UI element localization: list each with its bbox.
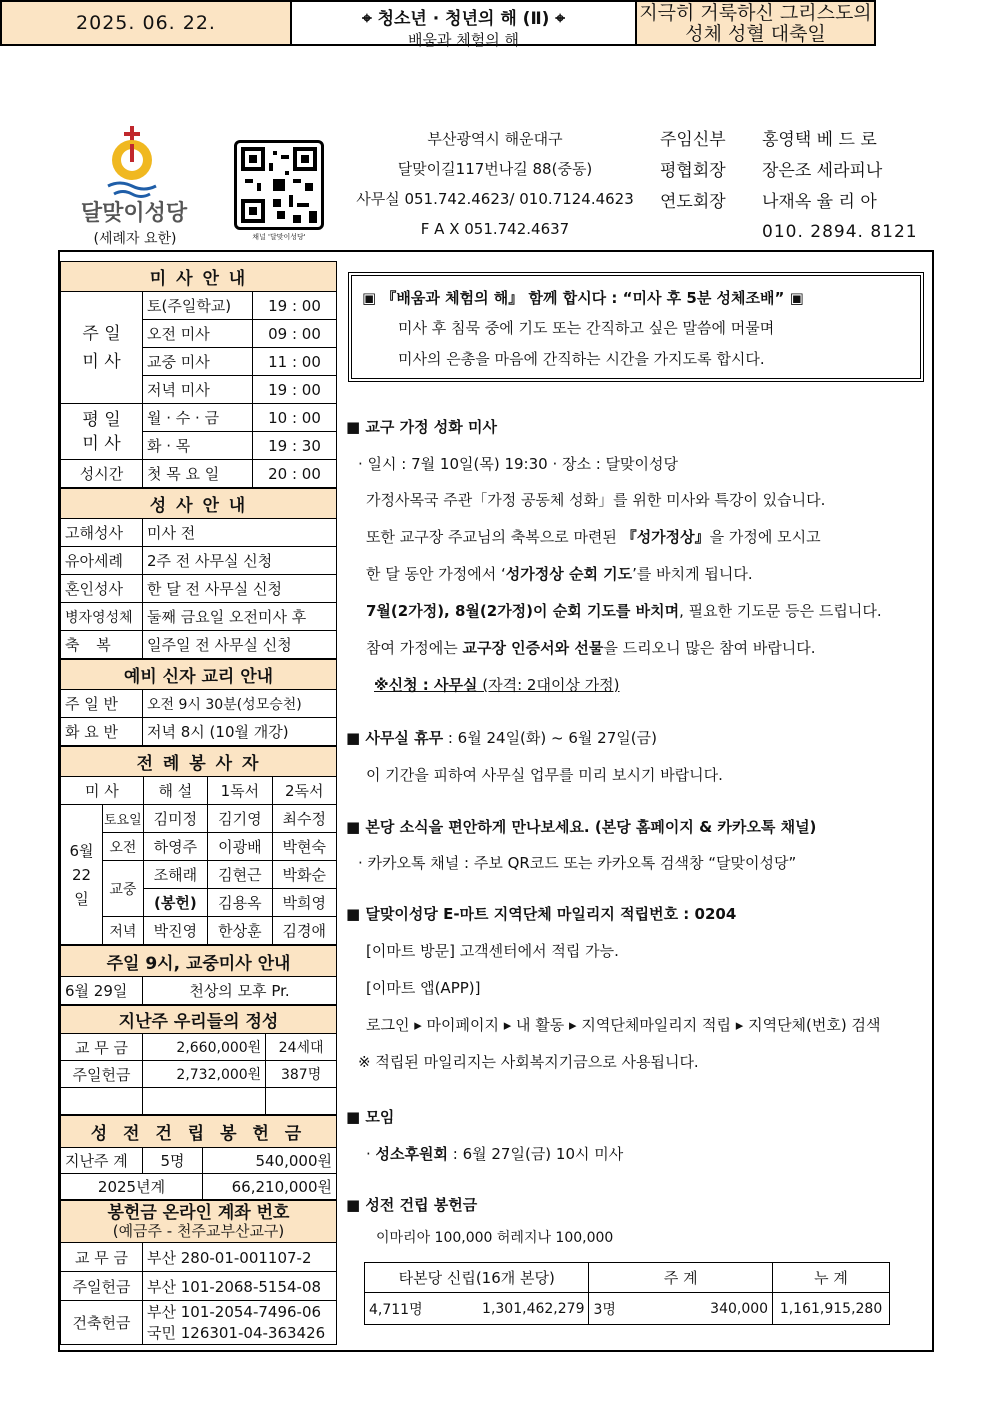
building-year-label: 2025년계 xyxy=(61,1174,203,1200)
minister-reader1: 김용옥 xyxy=(208,889,272,917)
sacraments-title: 성 사 안 내 xyxy=(61,489,337,519)
news-family-title-row xyxy=(346,416,497,437)
mass-name: 저녁 미사 xyxy=(143,376,253,404)
ministers-header: 해 설 xyxy=(143,777,207,805)
news-emart-title: 달맞이성당 E-마트 지역단체 마일리지 적립번호 : 0204 xyxy=(365,905,737,923)
staff-row xyxy=(660,153,930,184)
accounts-title: 봉헌금 온라인 계좌 번호 xyxy=(107,1202,290,1223)
sacrament-value: 2주 전 사무실 신청 xyxy=(143,547,337,575)
building-last-label: 지난주 계 xyxy=(61,1148,143,1174)
text-span: 성가정상 순회 기도 xyxy=(505,565,633,583)
staff-phone: 010. 2894. 8121 xyxy=(762,222,918,242)
totals-value: 3명 xyxy=(589,1293,647,1325)
family-when: · 일시 : 7월 10일(목) 19:30 · 장소 : 달맞이성당 xyxy=(358,455,678,473)
totals-value: 1,301,462,279 xyxy=(445,1293,589,1325)
text-span: : 6월 27일(금) 10시 미사 xyxy=(448,1145,624,1163)
ministers-header: 미 사 xyxy=(61,777,144,805)
text-span: 을 가정에 모시고 xyxy=(709,528,821,546)
text-span: 성소후원회 xyxy=(375,1145,448,1163)
minister-commentator: 김미정 xyxy=(143,805,207,833)
text-span: 을 드리오니 많은 참여 바랍니다. xyxy=(603,639,816,657)
mass-time: 19 : 00 xyxy=(253,376,337,404)
mass-name: 교중 미사 xyxy=(143,348,253,376)
theme-title: ⌖ 청소년 · 청년의 해 (Ⅱ) ⌖ xyxy=(362,9,565,29)
totals-header: 타본당 신립(16개 본당) xyxy=(365,1263,589,1293)
text-span: ※신청 : 사무실 xyxy=(374,676,478,694)
minister-commentator: 조해래 xyxy=(143,861,207,889)
news-online-title-row xyxy=(346,816,816,837)
building-title: 성 전 건 립 봉 헌 금 xyxy=(61,1116,337,1148)
holy-hour-label: 성시간 xyxy=(61,460,143,488)
news-office-title-row xyxy=(346,727,657,748)
staff-row xyxy=(660,122,930,153)
catechism-title: 예비 신자 교리 안내 xyxy=(61,660,337,690)
parish-patron: (세례자 요한) xyxy=(93,231,177,247)
mass-time: 11 : 00 xyxy=(253,348,337,376)
news-meet-title: 모임 xyxy=(365,1108,395,1126)
totals-value: 1,161,915,280 xyxy=(773,1293,890,1325)
offering-amount: 2,660,000원 xyxy=(143,1034,266,1061)
square-bullet-icon: ■ xyxy=(346,729,366,747)
sacrament-name: 유아세례 xyxy=(61,547,143,575)
account-number[interactable]: 부산 101-2054-7496-06 xyxy=(147,1302,322,1321)
minister-commentator: 하영주 xyxy=(143,833,207,861)
catechism-table xyxy=(60,659,337,746)
staff-role: 평협회장 xyxy=(660,161,726,181)
sacrament-value: 한 달 전 사무실 신청 xyxy=(143,575,337,603)
notice-line2: 미사의 은총을 마음에 간직하는 시간을 가지도록 합시다. xyxy=(398,350,765,368)
totals-header: 주 계 xyxy=(589,1263,773,1293)
offerings-table xyxy=(60,1005,337,1115)
header-feast-cell xyxy=(637,2,874,44)
offering-name xyxy=(61,1088,143,1115)
building-accounts xyxy=(143,1301,337,1345)
weekday-mass-label: 평 일 미 사 xyxy=(61,404,143,460)
news-online-title: 본당 소식을 편안하게 만나보세요. (본당 홈페이지 & 카카오톡 채널) xyxy=(365,818,817,836)
mass-name: 토(주일학교) xyxy=(143,292,253,320)
ministers-header: 2독서 xyxy=(272,777,336,805)
notice-title-row xyxy=(362,287,804,308)
address-line2: 달맞이길117번나길 88(중동) xyxy=(397,160,593,178)
ministers-header: 1독서 xyxy=(208,777,272,805)
holy-hour-name: 첫 목 요 일 xyxy=(143,460,253,488)
qr-code[interactable] xyxy=(234,140,324,230)
music-value: 천상의 모후 Pr. xyxy=(143,977,337,1005)
parish-name: 달맞이성당 xyxy=(80,201,188,226)
text-span: 교구장 인증서와 선물 xyxy=(462,639,604,657)
mass-name: 월 · 수 · 금 xyxy=(143,404,253,432)
square-bullet-icon: ▣ xyxy=(362,289,382,307)
family-line2 xyxy=(366,526,821,547)
news-build-title: 성전 건립 봉헌금 xyxy=(365,1196,478,1214)
sacrament-value: 미사 전 xyxy=(143,519,337,547)
address-line1: 부산광역시 해운대구 xyxy=(427,130,563,148)
family-line3 xyxy=(366,563,753,584)
news-build-title-row xyxy=(346,1194,477,1215)
family-line4 xyxy=(366,600,882,621)
news-family-title: 교구 가정 성화 미사 xyxy=(365,418,497,436)
minister-reader1: 김기영 xyxy=(208,805,272,833)
offering-amount: 2,732,000원 xyxy=(143,1061,266,1088)
building-last-amount: 540,000원 xyxy=(203,1148,337,1174)
emart-line1: [이마트 방문] 고객센터에서 적립 가능. xyxy=(366,942,619,960)
build-donors: 이마리아 100,000 허레지나 100,000 xyxy=(376,1230,614,1246)
music-table xyxy=(60,945,337,1005)
accounts-subtitle: (예금주 - 천주교부산교구) xyxy=(112,1221,285,1240)
ministers-table xyxy=(60,746,337,945)
mass-name: 오전 미사 xyxy=(143,320,253,348)
emart-line3: 로그인 ▸ 마이페이지 ▸ 내 활동 ▸ 지역단체마일리지 적립 ▸ 지역단체(번호) 검색 xyxy=(366,1016,881,1034)
parish-address xyxy=(350,126,640,246)
music-title: 주일 9시, 교중미사 안내 xyxy=(61,946,337,977)
holy-hour-time: 20 : 00 xyxy=(253,460,337,488)
minister-mass: 저녁 xyxy=(103,917,144,945)
minister-reader1: 한상훈 xyxy=(208,917,272,945)
parish-logo xyxy=(74,122,194,252)
square-bullet-icon: ▣ xyxy=(784,289,804,307)
staff-name: 나재옥 율 리 아 xyxy=(762,192,877,212)
square-bullet-icon: ■ xyxy=(346,905,366,923)
family-line5 xyxy=(366,637,816,658)
staff-row xyxy=(660,184,930,215)
minister-reader1: 이광배 xyxy=(208,833,272,861)
account-number[interactable]: 부산 280-01-001107-2 xyxy=(143,1243,337,1272)
offerings-title: 지난주 우리들의 정성 xyxy=(61,1006,337,1034)
minister-reader2: 김경애 xyxy=(272,917,336,945)
text-span: 7월(2가정), 8월(2가정)이 순회 기도를 바치며 xyxy=(366,602,680,620)
sacrament-name: 병자영성체 xyxy=(61,603,143,631)
account-name: 교 무 금 xyxy=(61,1243,143,1272)
emart-line2: [이마트 앱(APP)] xyxy=(366,979,481,997)
mass-time: 19 : 30 xyxy=(253,432,337,460)
ministers-title: 전 례 봉 사 자 xyxy=(61,747,337,777)
account-name: 주일헌금 xyxy=(61,1272,143,1301)
catechism-name: 주 일 반 xyxy=(61,690,143,718)
text-span: 『성가정상』 xyxy=(621,528,710,546)
minister-commentator: 박진영 xyxy=(143,917,207,945)
sacrament-value: 둘째 금요일 오전미사 후 xyxy=(143,603,337,631)
totals-header: 누 계 xyxy=(773,1263,890,1293)
offering-count: 387명 xyxy=(266,1061,337,1088)
sacraments-table xyxy=(60,488,337,659)
sunday-mass-label: 주 일 미 사 xyxy=(61,292,143,404)
emart-line4: ※ 적립된 마일리지는 사회복지기금으로 사용됩니다. xyxy=(358,1053,699,1071)
header-bar xyxy=(0,0,876,49)
staff-list xyxy=(660,122,930,246)
staff-role: 주임신부 xyxy=(660,130,726,150)
minister-offertory: (봉헌) xyxy=(143,889,207,917)
left-column xyxy=(60,261,337,1345)
account-number[interactable]: 국민 126301-04-363426 xyxy=(147,1323,326,1342)
square-bullet-icon: ■ xyxy=(346,818,366,836)
offering-amount xyxy=(143,1088,266,1115)
feast-line2: 성체 성혈 대축일 xyxy=(685,23,826,45)
mass-name: 화 · 목 xyxy=(143,432,253,460)
building-year-amount: 66,210,000원 xyxy=(203,1174,337,1200)
mass-time: 19 : 00 xyxy=(253,292,337,320)
header-theme-cell xyxy=(292,2,637,49)
sacrament-value: 일주일 전 사무실 신청 xyxy=(143,631,337,659)
music-date: 6월 29일 xyxy=(61,977,143,1005)
minister-mass: 오전 xyxy=(103,833,144,861)
offering-name: 주일헌금 xyxy=(61,1061,143,1088)
minister-reader2: 박현숙 xyxy=(272,833,336,861)
building-totals-table xyxy=(364,1262,890,1325)
sacrament-name: 고해성사 xyxy=(61,519,143,547)
news-emart-title-row xyxy=(346,903,736,924)
accounts-header xyxy=(61,1201,337,1243)
staff-role: 연도회장 xyxy=(660,192,726,212)
staff-name: 홍영택 베 드 로 xyxy=(762,130,877,150)
news-office-detail: : 6월 24일(화) ~ 6월 27일(금) xyxy=(443,729,657,747)
building-last-count: 5명 xyxy=(143,1148,203,1174)
minister-reader2: 최수정 xyxy=(272,805,336,833)
online-line1: · 카카오톡 채널 : 주보 QR코드 또는 카카오톡 검색창 “달맞이성당” xyxy=(358,854,797,872)
minister-reader2: 박희영 xyxy=(272,889,336,917)
notice-title: 『배움과 체험의 해』 함께 합시다 : “미사 후 5분 성체조배” xyxy=(381,289,785,307)
offering-name: 교 무 금 xyxy=(61,1034,143,1061)
text-span: ’를 바치게 됩니다. xyxy=(632,565,753,583)
notice-line1: 미사 후 침묵 중에 기도 또는 간직하고 싶은 말씀에 머물며 xyxy=(398,319,775,337)
minister-reader1: 김현근 xyxy=(208,861,272,889)
text-span: · xyxy=(366,1145,376,1163)
totals-value: 4,711명 xyxy=(365,1293,446,1325)
bulletin-date: 2025. 06. 22. xyxy=(76,12,216,34)
offering-count xyxy=(266,1088,337,1115)
feast-line1: 지극히 거룩하신 그리스도의 xyxy=(639,2,872,24)
family-apply xyxy=(374,674,620,695)
square-bullet-icon: ■ xyxy=(346,1108,366,1126)
accounts-table xyxy=(60,1200,337,1345)
text-span: (자격: 2대이상 가정) xyxy=(477,676,620,694)
office-line1: 이 기간을 피하여 사무실 업무를 미리 보시기 바랍니다. xyxy=(366,766,723,784)
ministers-date: 6월 22일 xyxy=(61,805,103,945)
sacrament-name: 축 복 xyxy=(61,631,143,659)
news-office-title: 사무실 휴무 xyxy=(365,729,444,747)
text-span: 또한 교구장 주교님의 축복으로 마련된 xyxy=(366,528,622,546)
family-line1: 가정사목국 주관「가정 공동체 성화」를 위한 미사와 특강이 있습니다. xyxy=(366,491,826,509)
news-meet-title-row xyxy=(346,1106,394,1127)
square-bullet-icon: ■ xyxy=(346,418,366,436)
totals-value: 340,000 xyxy=(647,1293,772,1325)
account-name: 건축헌금 xyxy=(61,1301,143,1345)
mass-time: 10 : 00 xyxy=(253,404,337,432)
text-span: , 필요한 기도문 등은 드립니다. xyxy=(679,602,882,620)
mass-schedule-table xyxy=(60,261,337,488)
header-date-cell xyxy=(2,2,292,44)
catechism-name: 화 요 반 xyxy=(61,718,143,746)
sacrament-name: 혼인성사 xyxy=(61,575,143,603)
catechism-value: 오전 9시 30분(성모승천) xyxy=(143,690,337,718)
theme-subtitle: 배움과 체험의 해 xyxy=(408,31,519,49)
catechism-value: 저녁 8시 (10월 개강) xyxy=(143,718,337,746)
minister-mass: 토요일 xyxy=(103,805,144,833)
text-span: 한 달 동안 가정에서 ‘ xyxy=(366,565,506,583)
office-phone: 사무실 051.742.4623/ 010.7124.4623 xyxy=(356,190,634,208)
qr-caption: 채널 '달맞이성당' xyxy=(252,233,306,241)
offering-count: 24세대 xyxy=(266,1034,337,1061)
minister-mass: 교중 xyxy=(103,861,144,917)
fax-number: F A X 051.742.4637 xyxy=(420,220,570,238)
mass-time: 09 : 00 xyxy=(253,320,337,348)
account-number[interactable]: 부산 101-2068-5154-08 xyxy=(143,1272,337,1301)
mass-title: 미 사 안 내 xyxy=(61,262,337,292)
staff-name: 장은조 세라피나 xyxy=(762,161,883,181)
text-span: 참여 가정에는 xyxy=(366,639,463,657)
meet-line1 xyxy=(366,1143,623,1164)
building-table xyxy=(60,1115,337,1200)
minister-reader2: 박화순 xyxy=(272,861,336,889)
square-bullet-icon: ■ xyxy=(346,1196,366,1214)
qr-code-icon xyxy=(237,143,321,227)
